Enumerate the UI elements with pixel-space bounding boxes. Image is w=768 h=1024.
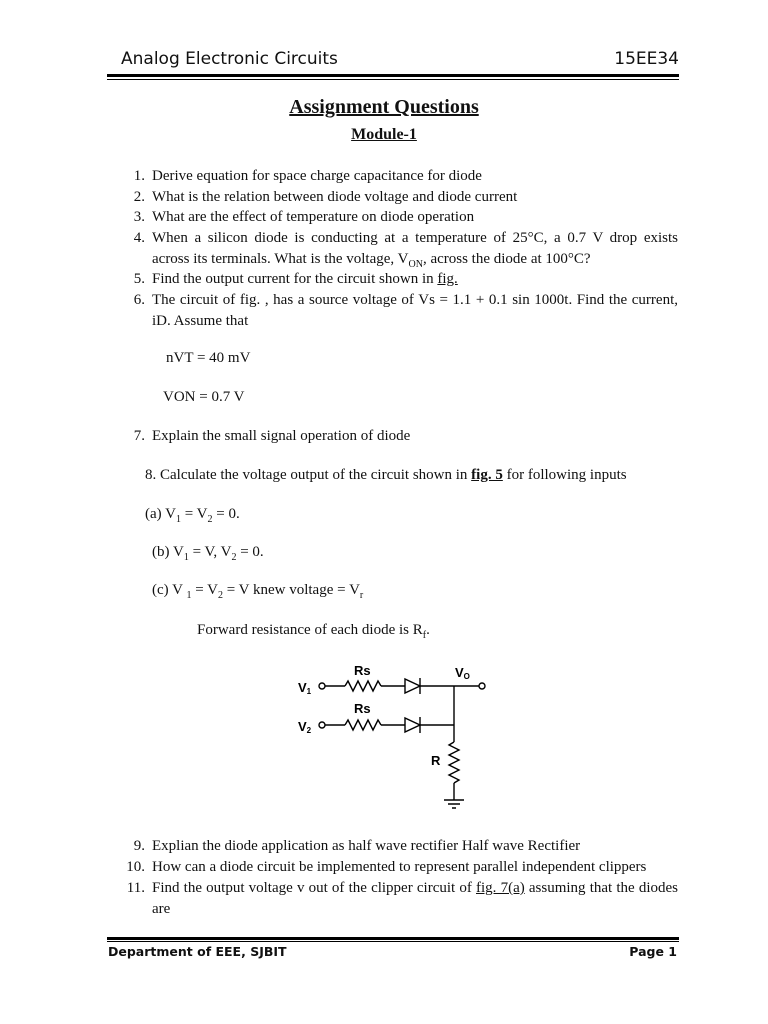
question-number: 3. bbox=[133, 209, 145, 225]
footer-rule-thick bbox=[107, 937, 679, 940]
department-label: Department of EEE, SJBIT bbox=[108, 944, 287, 959]
question-text-line2: iD. Assume that bbox=[152, 312, 249, 329]
v1-label: V1 bbox=[298, 680, 312, 696]
course-title: Analog Electronic Circuits bbox=[121, 49, 338, 69]
question-text: Derive equation for space charge capacitance for diode bbox=[152, 168, 482, 184]
question-text: What is the relation between diode voltage and diode current bbox=[152, 189, 518, 205]
v1-terminal bbox=[319, 683, 325, 689]
diode-1 bbox=[405, 679, 420, 693]
r-resistor bbox=[449, 742, 459, 783]
question-number: 1. bbox=[133, 168, 145, 184]
question-text-line2: are bbox=[152, 900, 171, 917]
question-text-line1: Find the output voltage v out of the clipper circuit of fig. 7(a) assuming that the diodes bbox=[152, 880, 678, 896]
v2-terminal bbox=[319, 722, 325, 728]
diode-2 bbox=[405, 718, 420, 732]
question-text-line1: When a silicon diode is conducting at a temperature of 25°C, a 0.7 V drop exists bbox=[152, 230, 678, 246]
equation-von: VON = 0.7 V bbox=[163, 389, 245, 405]
vo-terminal bbox=[479, 683, 485, 689]
question-text-line1: The circuit of fig. , has a source voltage of Vs = 1.1 + 0.1 sin 1000t. Find the current, bbox=[152, 292, 678, 308]
rs2-label: Rs bbox=[354, 701, 371, 716]
question-number: 4. bbox=[133, 230, 145, 246]
header-rule-thin bbox=[107, 79, 679, 80]
r-label: R bbox=[431, 753, 441, 768]
figure-link[interactable]: fig. 5 bbox=[471, 467, 503, 483]
rs1-resistor bbox=[345, 681, 381, 691]
question-text: Find the output current for the circuit shown in fig. bbox=[152, 271, 458, 287]
question-number: 2. bbox=[133, 189, 145, 205]
question-number: 9. bbox=[133, 838, 145, 854]
question-text-line2: across its terminals. What is the voltage, $V_{ON}$, across the diode at 100°C? bbox=[152, 250, 591, 270]
question-number: 6. bbox=[133, 292, 145, 308]
rs1-label: Rs bbox=[354, 663, 371, 678]
header-rule-thick bbox=[107, 74, 679, 77]
rs2-resistor bbox=[345, 720, 381, 730]
question-text: Explain the small signal operation of diode bbox=[152, 428, 411, 444]
v2-label: V2 bbox=[298, 719, 312, 735]
question-number: 10. bbox=[126, 859, 145, 875]
forward-resistance-note: Forward resistance of each diode is $R_f$. bbox=[197, 622, 430, 641]
course-code: 15EE34 bbox=[614, 49, 679, 69]
question-number: 5. bbox=[133, 271, 145, 287]
input-case-a: (a) $V_1 = V_2 = 0$. bbox=[145, 506, 240, 525]
question-8: 8. Calculate the voltage output of the circuit shown in fig. 5 for following inputs bbox=[145, 467, 627, 483]
figure-link[interactable]: fig. 7(a) bbox=[476, 880, 525, 896]
page-number: Page 1 bbox=[629, 944, 677, 959]
input-case-b: (b) $V_1 = V$, $V_2 = 0$. bbox=[152, 544, 264, 563]
module-heading: Module-1 bbox=[351, 126, 417, 143]
question-number: 11. bbox=[126, 880, 145, 896]
ground-icon bbox=[444, 800, 464, 808]
input-case-c: (c) V $_1 = V_2 = V$ knew voltage = $V_r$ bbox=[152, 582, 364, 601]
question-number: 7. bbox=[133, 428, 145, 444]
circuit-diagram bbox=[290, 655, 500, 815]
question-text: How can a diode circuit be implemented to represent parallel independent clippers bbox=[152, 859, 647, 875]
footer-rule-thin bbox=[107, 941, 679, 942]
figure-link[interactable]: fig. bbox=[437, 271, 458, 287]
page-title: Assignment Questions bbox=[289, 96, 479, 118]
question-text: Explian the diode application as half wave rectifier Half wave Rectifier bbox=[152, 838, 581, 854]
vo-label: VO bbox=[455, 665, 470, 681]
question-text: What are the effect of temperature on diode operation bbox=[152, 209, 475, 225]
equation-nvt: nVT = 40 mV bbox=[166, 350, 251, 366]
